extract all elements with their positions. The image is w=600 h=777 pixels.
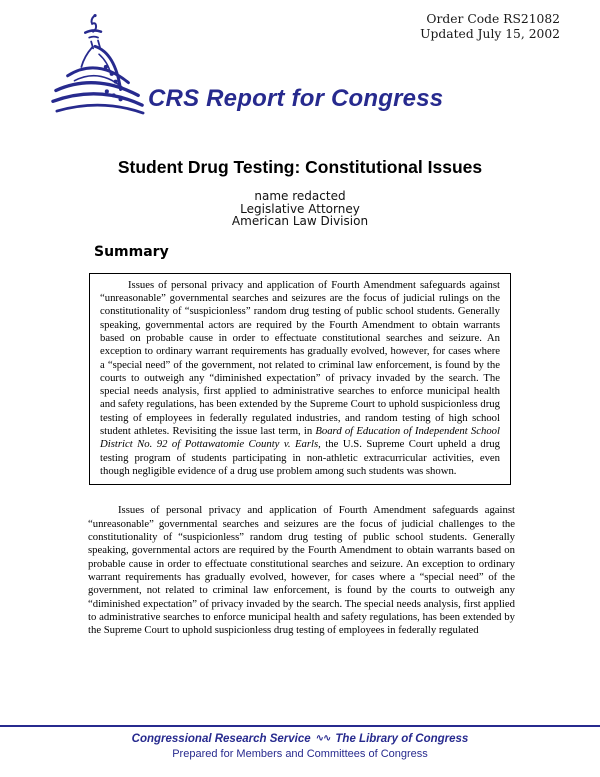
summary-box <box>89 273 511 485</box>
summary-heading: Summary <box>94 243 169 260</box>
author-role: Legislative Attorney <box>240 201 360 216</box>
footer-line1 <box>0 732 600 747</box>
report-footer <box>0 725 600 762</box>
footer-crs: Congressional Research Service <box>131 733 311 745</box>
order-code: Order Code RS21082 <box>426 12 560 26</box>
report-title: Student Drug Testing: Constitutional Issues <box>117 157 483 177</box>
brand-title: CRS Report for Congress <box>148 85 444 112</box>
case-citation: Board of Education of Independent School District No. 92 of Pottawatomie County v. Earls, <box>100 425 500 451</box>
byline-block <box>0 190 600 228</box>
crs-ornament-icon: ∿∿ <box>315 733 331 744</box>
summary-text-after-case: the U.S. Supreme Court upheld a drug testing program of students participating in non-athletic extracurricular activities, even though negligible evidence of a drug use problem among such students was shown. <box>100 438 500 477</box>
capitol-dome-logo-icon <box>50 12 148 118</box>
updated-date: Updated July 15, 2002 <box>420 27 560 41</box>
author-name: name redacted <box>254 189 346 203</box>
author-division: American Law Division <box>231 214 369 229</box>
order-code-block <box>420 12 560 42</box>
footer-line2: Prepared for Members and Committees of Congress <box>172 748 428 760</box>
body-paragraph: Issues of personal privacy and application of Fourth Amendment safeguards against “unreasonable” governmental searches and seizures are the focus of judicial challenges to the constitutionality of “suspicionless” random drug testing of public school students. Generally speaking, governmental actors are required by the Fourth Amendment to obtain warrants based on probable cause in order to effectuate constitutional searches and seizure. An exception to ordinary warrant requirements has gradually evolved, however, for cases where a “special need” of the government, not related to criminal law enforcement, is found by the courts to outweigh any “diminished expectation” of privacy invaded by the search. The special needs analysis, first applied to administrative searches to enforce municipal health and safety regulations, has been extended by the Supreme Court to uphold suspicionless drug testing of employees in federally regulated <box>88 504 515 637</box>
report-header <box>0 0 600 134</box>
summary-text-before-case: Issues of personal privacy and application of Fourth Amendment safeguards against “unreasonable” governmental searches and seizures are the focus of judicial rulings on the constitutionality of “suspicionless” random drug testing of public school students. Generally speaking, governmental actors are required by the Fourth Amendment to obtain warrants based on probable cause in order to effectuate constitutional searches and seizure. An exception to ordinary warrant requirements has gradually evolved, however, for cases where a “special need” of the government, not related to criminal law enforcement, is found by the courts to outweigh any “diminished expectation” of privacy invaded by the search. The special needs analysis, first applied to administrative searches to enforce municipal health and safety regulations, has been extended by the Supreme Court to uphold suspicionless drug testing of employees in federally regulated industries, and random testing of high school student athletes. Revisiting the issue last term, in <box>100 278 500 438</box>
footer-loc: The Library of Congress <box>335 733 469 745</box>
summary-paragraph <box>100 279 500 478</box>
